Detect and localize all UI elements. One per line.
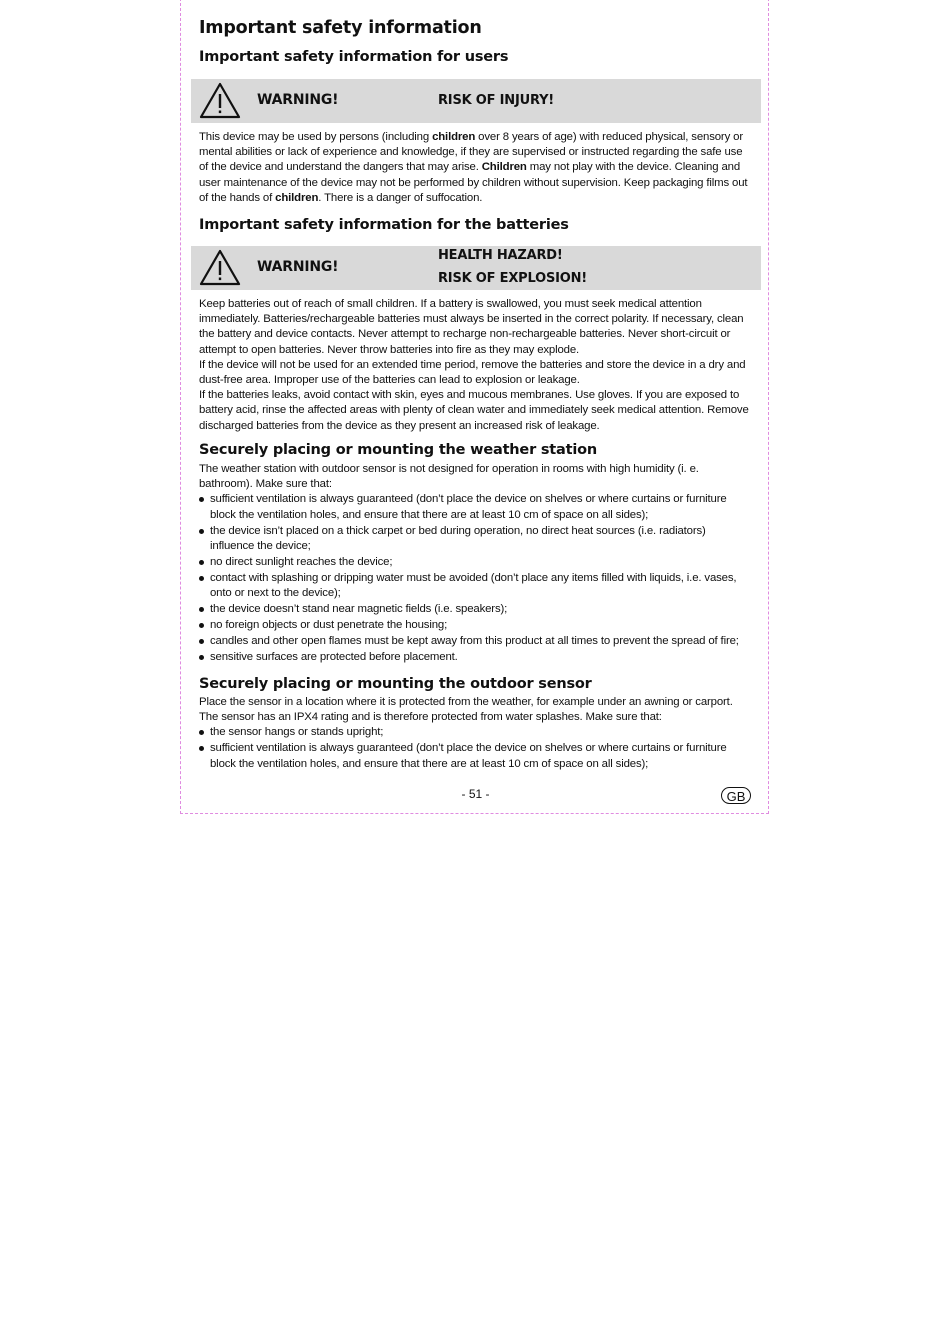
list-item: the sensor hangs or stands upright; [199,725,751,740]
sensor-bullet-list [199,725,751,771]
list-item: sensitive surfaces are protected before placement. [199,650,751,665]
page-title: Important safety information [199,18,482,38]
language-badge: GB [721,787,751,804]
users-text-3: may not play with the device. Cleaning and user maintenance of the device may not be performed by children without supervision. Keep packaging films out of the hands of [199,161,748,204]
station-bullet-list [199,492,751,665]
users-text-1: This device may be used by persons (including [199,131,433,143]
station-section [199,462,751,666]
warning-label: WARNING! [257,92,339,108]
batteries-warning-bar [191,246,761,290]
hazard-health: HEALTH HAZARD! [438,248,563,263]
list-item: contact with splashing or dripping water must be avoided (don’t place any items filled with liquids, i.e. vases, onto or next to the device); [199,571,751,601]
list-item: the device doesn’t stand near magnetic fields (i.e. speakers); [199,602,751,617]
list-item: candles and other open flames must be kept away from this product at all times to prevent the spread of fire; [199,634,751,649]
station-heading: Securely placing or mounting the weather station [199,442,598,458]
users-text-4: . There is a danger of suffocation. [318,191,483,204]
manual-page [180,0,769,814]
keyword-children: children [432,131,476,143]
batteries-paragraphs [199,297,751,434]
batteries-p2: If the device will not be used for an extended time period, remove the batteries and store the device in a dry and dust-free area. Improper use of the batteries can lead to explosion or leakage. [199,358,746,387]
sensor-section [199,695,751,773]
list-item: sufficient ventilation is always guaranteed (don’t place the device on shelves or where curtains or furniture block the ventilation holes, and ensure that there are at least 10 cm of space on all sides); [199,741,751,771]
list-item: no direct sunlight reaches the device; [199,555,751,570]
warning-triangle-icon [199,82,241,119]
sensor-heading: Securely placing or mounting the outdoor sensor [199,676,592,692]
list-item: no foreign objects or dust penetrate the housing; [199,618,751,633]
keyword-children: children [275,191,319,204]
page-number: - 51 - [461,787,490,801]
hazard-injury: RISK OF INJURY! [438,93,555,108]
users-heading: Important safety information for users [199,49,509,65]
batteries-p3: If the batteries leaks, avoid contact with skin, eyes and mucous membranes. Use gloves. If you are exposed to battery acid, rinse the affected areas with plenty of clean water and immediately seek medical attention. Remove discharged batteries from the device as they present an increased risk of leakage. [199,389,749,432]
sensor-intro: Place the sensor in a location where it is protected from the weather, for example under an awning or carport. The sensor has an IPX4 rating and is therefore protected from water splashes. Make sure that: [199,696,733,724]
keyword-children: Children [481,161,527,174]
warning-label: WARNING! [257,259,339,275]
hazard-explosion: RISK OF EXPLOSION! [438,271,588,286]
batteries-p1: Keep batteries out of reach of small children. If a battery is swallowed, you must seek medical attention immediately. Batteries/rechargeable batteries must always be inserted in the correct polarity. If necessary, clean the battery and device contacts. Never attempt to recharge non-rechargeable batteries. Never short-circuit or attempt to open batteries. Never throw batteries into fire as they may explode. [199,298,744,356]
warning-triangle-icon [199,249,241,286]
station-intro: The weather station with outdoor sensor is not designed for operation in rooms with high humidity (i. e. bathroom). Make sure that: [199,463,699,491]
users-paragraph [199,130,751,206]
list-item: the device isn’t placed on a thick carpet or bed during operation, no direct heat sources (i.e. radiators) influence the device; [199,524,751,554]
users-warning-bar [191,79,761,123]
batteries-heading: Important safety information for the batteries [199,217,569,233]
users-text-2: over 8 years of age) with reduced physical, sensory or mental abilities or lack of experience and knowledge, if they are supervised or instructed regarding the safe use of the device and understand the dangers that may arise. [199,131,743,174]
list-item: sufficient ventilation is always guaranteed (don’t place the device on shelves or where curtains or furniture block the ventilation holes, and ensure that there are at least 10 cm of space on all sides); [199,492,751,522]
